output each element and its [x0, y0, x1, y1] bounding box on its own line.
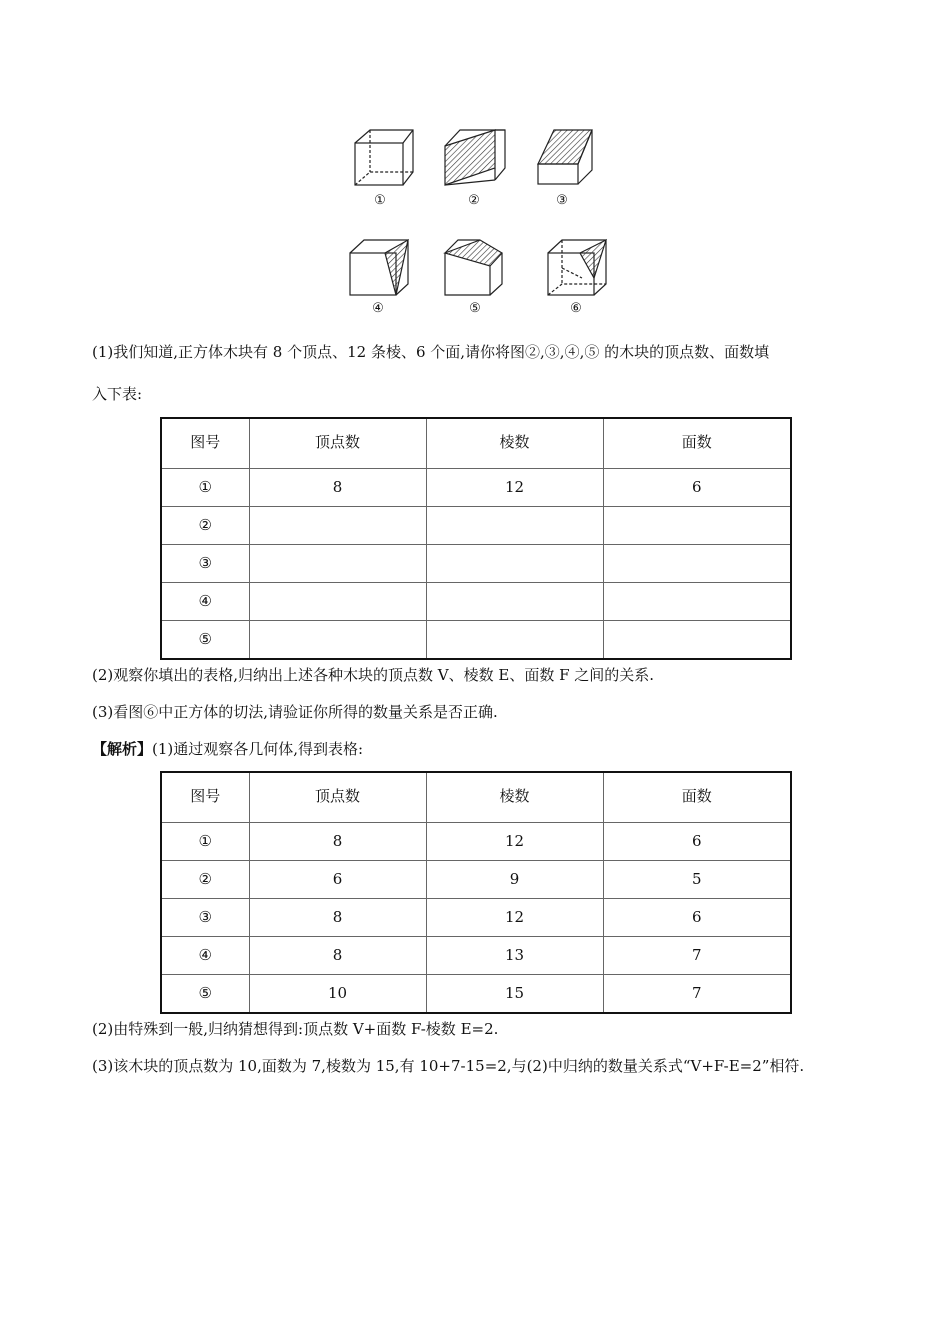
answer-table	[160, 771, 792, 1014]
figure-label-6: ⑥	[570, 301, 582, 316]
figure-1-cube	[355, 130, 413, 185]
table-row	[161, 544, 791, 582]
table-cell: ③	[161, 898, 249, 936]
table-row	[161, 506, 791, 544]
table-cell: ①	[161, 468, 249, 506]
header-vertices: 顶点数	[249, 772, 426, 822]
table-row	[161, 468, 791, 506]
table-cell: ③	[161, 544, 249, 582]
figure-drawings	[330, 118, 630, 323]
table-cell: 6	[603, 822, 791, 860]
solution-tag: 【解析】	[92, 740, 153, 758]
table-cell: ⑤	[161, 620, 249, 659]
table-cell-blank[interactable]	[249, 620, 426, 659]
table-cell: 12	[426, 898, 603, 936]
header-vertices: 顶点数	[249, 418, 426, 468]
solution-intro-text: (1)通过观察各几何体,得到表格:	[152, 740, 364, 758]
question-3: (3)看图⑥中正方体的切法,请验证你所得的数量关系是否正确.	[92, 703, 498, 721]
table-cell-blank[interactable]	[603, 544, 791, 582]
question-2: (2)观察你填出的表格,归纳出上述各种木块的顶点数 V、棱数 E、面数 F 之间的关系.	[92, 666, 655, 684]
table-cell: 12	[426, 822, 603, 860]
solution-intro	[92, 739, 363, 759]
table-cell: 9	[426, 860, 603, 898]
blank-table	[160, 417, 792, 660]
solution-3: (3)该木块的顶点数为 10,面数为 7,棱数为 15,有 10+7-15=2,与(2)中归纳的数量关系式“V+F-E=2”相符.	[92, 1057, 805, 1075]
figure-label-4: ④	[372, 301, 384, 316]
table-cell-blank[interactable]	[249, 582, 426, 620]
table-cell-blank[interactable]	[603, 582, 791, 620]
figure-3-slanted	[538, 130, 592, 184]
figure-label-5: ⑤	[469, 301, 481, 316]
table-cell-blank[interactable]	[426, 620, 603, 659]
table-cell-blank[interactable]	[249, 544, 426, 582]
solution-2: (2)由特殊到一般,归纳猜想得到:顶点数 V+面数 F-棱数 E=2.	[92, 1020, 499, 1038]
table-cell: ④	[161, 582, 249, 620]
table-row	[161, 822, 791, 860]
table-header-row	[161, 418, 791, 468]
table-cell: 5	[603, 860, 791, 898]
table-cell: 12	[426, 468, 603, 506]
table-header-row	[161, 772, 791, 822]
table-cell: ④	[161, 936, 249, 974]
table-cell: ②	[161, 506, 249, 544]
table-cell-blank[interactable]	[426, 582, 603, 620]
table-row	[161, 582, 791, 620]
table-cell: 8	[249, 468, 426, 506]
figure-label-2: ②	[468, 193, 480, 208]
figure-group	[330, 118, 630, 323]
figure-4-corner-cut	[350, 240, 408, 295]
figure-label-3: ③	[556, 193, 568, 208]
table-cell: 7	[603, 936, 791, 974]
table-cell: 8	[249, 822, 426, 860]
table-row	[161, 620, 791, 659]
table-cell: 6	[603, 468, 791, 506]
table-row	[161, 898, 791, 936]
table-cell: ⑤	[161, 974, 249, 1013]
table-cell: 8	[249, 936, 426, 974]
question-1-line-1: (1)我们知道,正方体木块有 8 个顶点、12 条棱、6 个面,请你将图②,③,④,⑤ 的木块的顶点数、面数填	[92, 343, 770, 361]
table-cell-blank[interactable]	[426, 506, 603, 544]
table-cell-blank[interactable]	[603, 506, 791, 544]
question-1-line-2: 入下表:	[92, 385, 143, 403]
figure-6-cube-cut	[548, 240, 606, 295]
table-cell: 10	[249, 974, 426, 1013]
table-cell-blank[interactable]	[249, 506, 426, 544]
table-row	[161, 860, 791, 898]
header-edges: 棱数	[426, 772, 603, 822]
table-cell: ①	[161, 822, 249, 860]
header-faces: 面数	[603, 772, 791, 822]
header-figure: 图号	[161, 418, 249, 468]
table-cell: 7	[603, 974, 791, 1013]
table-cell: 6	[603, 898, 791, 936]
header-figure: 图号	[161, 772, 249, 822]
table-cell: 8	[249, 898, 426, 936]
table-cell: 13	[426, 936, 603, 974]
table-cell: 6	[249, 860, 426, 898]
table-row	[161, 936, 791, 974]
figure-label-1: ①	[374, 193, 386, 208]
header-faces: 面数	[603, 418, 791, 468]
table-cell-blank[interactable]	[603, 620, 791, 659]
header-edges: 棱数	[426, 418, 603, 468]
figure-2-prism	[445, 130, 505, 185]
figure-5-edge-cut	[445, 240, 502, 295]
table-row	[161, 974, 791, 1013]
table-cell: 15	[426, 974, 603, 1013]
table-cell-blank[interactable]	[426, 544, 603, 582]
table-cell: ②	[161, 860, 249, 898]
